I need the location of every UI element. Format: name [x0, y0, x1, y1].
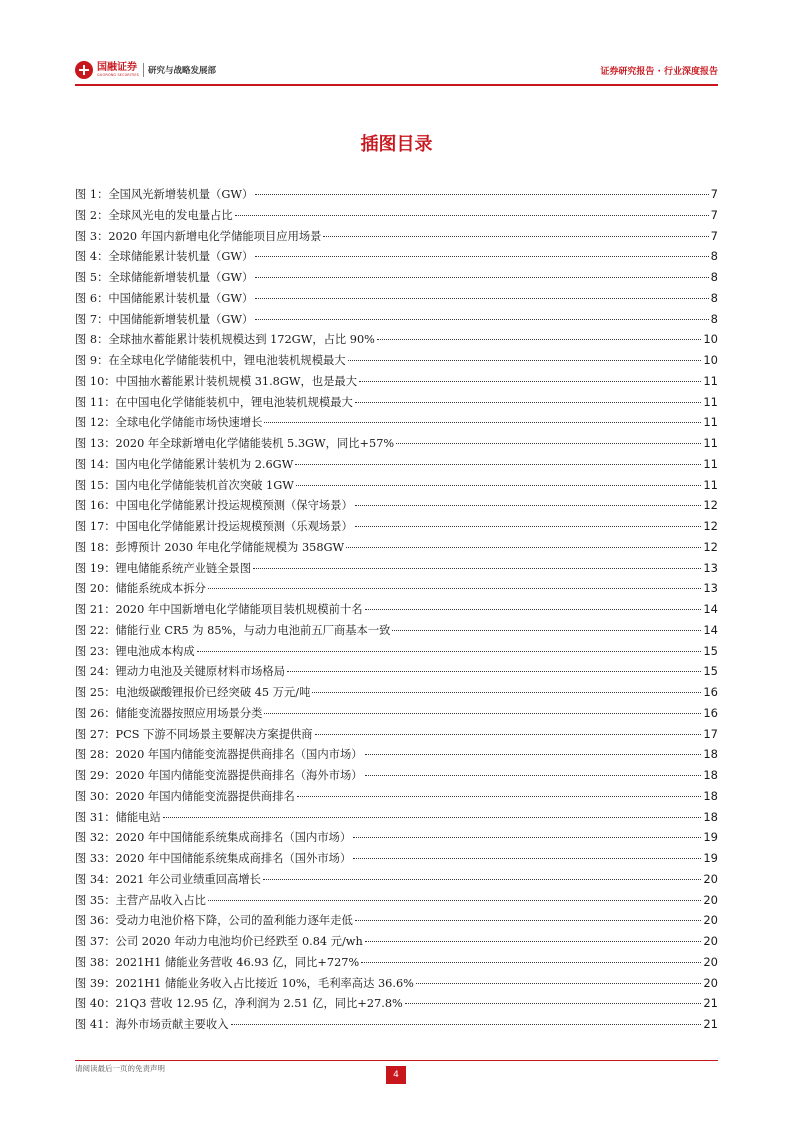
toc-entry[interactable]: [75, 433, 718, 454]
toc-entry[interactable]: [75, 641, 718, 662]
toc-entry[interactable]: [75, 993, 718, 1014]
logo-icon: [75, 61, 93, 79]
toc-entry[interactable]: [75, 910, 718, 931]
toc-leader-dots: [208, 900, 701, 901]
toc-entry-page: 11: [703, 456, 718, 471]
toc-entry-label: 图 22：储能行业 CR5 为 85%，与动力电池前五厂商基本一致: [75, 623, 391, 637]
toc-entry-label: 图 23：锂电池成本构成: [75, 644, 195, 658]
toc-leader-dots: [253, 568, 701, 569]
toc-leader-dots: [296, 485, 702, 486]
toc-entry-page: 19: [703, 851, 718, 865]
toc-entry-page: 11: [703, 373, 718, 388]
toc-entry-label: 图 3：2020 年国内新增电化学储能项目应用场景: [75, 229, 322, 243]
toc-entry-page: 15: [703, 664, 718, 679]
toc-leader-dots: [323, 236, 708, 237]
toc-entry[interactable]: [75, 599, 718, 620]
toc-entry-page: 8: [710, 290, 718, 305]
toc-leader-dots: [392, 630, 701, 631]
toc-entry-label: 图 39：2021H1 储能业务收入占比接近 10%，毛利率高达 36.6%: [75, 976, 414, 990]
toc-entry-page: 18: [703, 809, 718, 824]
toc-leader-dots: [255, 277, 708, 278]
toc-entry[interactable]: [75, 931, 718, 952]
toc-entry-label: 图 11：在中国电化学储能装机中，锂电池装机规模最大: [75, 395, 353, 409]
report-type: 证券研究报告 · 行业深度报告: [600, 67, 718, 77]
toc-leader-dots: [365, 941, 702, 942]
toc-entry[interactable]: [75, 184, 718, 205]
toc-leader-dots: [263, 879, 701, 880]
toc-leader-dots: [297, 796, 702, 797]
toc-entry-page: 7: [710, 228, 718, 243]
toc-leader-dots: [197, 651, 702, 652]
toc-entry-label: 图 4：全球储能累计装机量（GW）: [75, 250, 254, 264]
page-number: 4: [386, 1066, 406, 1084]
toc-entry-page: 18: [703, 768, 718, 782]
toc-leader-dots: [353, 837, 701, 838]
toc-leader-dots: [264, 713, 701, 714]
toc-leader-dots: [365, 775, 702, 776]
toc-entry-page: 11: [703, 394, 718, 409]
toc-leader-dots: [255, 194, 708, 195]
toc-entry-page: 8: [710, 249, 718, 264]
toc-entry[interactable]: [75, 246, 718, 267]
logo-name: 国融证券: [97, 61, 137, 73]
toc-entry-page: 18: [703, 788, 718, 803]
toc-entry[interactable]: [75, 226, 718, 247]
toc-entry-label: 图 25：电池级碳酸锂报价已经突破 45 万元/吨: [75, 686, 311, 699]
toc-leader-dots: [348, 360, 702, 361]
toc-leader-dots: [355, 505, 702, 506]
toc-entry[interactable]: [75, 890, 718, 911]
toc-entry-label: 图 35：主营产品收入占比: [75, 893, 206, 907]
toc-entry-label: 图 16：中国电化学储能累计投运规模预测（保守场景）: [75, 499, 353, 513]
toc-entry[interactable]: [75, 412, 718, 433]
toc-entry-page: 20: [703, 954, 718, 969]
toc-entry-label: 图 12：全球电化学储能市场快速增长: [75, 416, 263, 430]
toc-entry-label: 图 1：全国风光新增装机量（GW）: [75, 188, 254, 201]
toc-entry-page: 20: [703, 871, 718, 886]
toc-entry-page: 13: [703, 581, 718, 596]
toc-entry-page: 12: [703, 498, 718, 513]
toc-leader-dots: [416, 983, 701, 984]
toc-entry-page: 18: [703, 747, 718, 762]
toc-entry[interactable]: [75, 1014, 718, 1035]
toc-entry-page: 11: [703, 477, 718, 492]
toc-entry-label: 图 10：中国抽水蓄能累计装机规模 31.8GW，也是最大: [75, 374, 357, 388]
toc-entry-page: 20: [703, 975, 718, 990]
toc-entry-label: 图 19：锂电储能系统产业链全景图: [75, 561, 252, 575]
department-name: 研究与战略发展部: [147, 66, 216, 76]
toc-entry[interactable]: [75, 205, 718, 226]
toc-entry-label: 图 14：国内电化学储能累计装机为 2.6GW: [75, 457, 294, 471]
toc-entry-label: 图 30：2020 年国内储能变流器提供商排名: [75, 789, 295, 803]
toc-entry[interactable]: [75, 827, 718, 848]
figure-list: [75, 184, 718, 1035]
toc-leader-dots: [163, 817, 702, 818]
toc-leader-dots: [255, 319, 708, 320]
toc-entry[interactable]: [75, 807, 718, 828]
toc-entry[interactable]: [75, 475, 718, 496]
toc-entry-label: 图 34：2021 年公司业绩重回高增长: [75, 872, 261, 886]
toc-entry-page: 8: [710, 311, 718, 326]
toc-entry-label: 图 40：21Q3 营收 12.95 亿，净利润为 2.51 亿，同比+27.8%: [75, 997, 403, 1011]
toc-entry[interactable]: [75, 765, 718, 786]
company-logo: [75, 60, 216, 80]
toc-leader-dots: [377, 339, 701, 340]
toc-entry-page: 13: [703, 560, 718, 575]
toc-entry-page: 11: [703, 436, 718, 450]
toc-leader-dots: [355, 402, 702, 403]
toc-entry-page: 20: [703, 892, 718, 907]
toc-entry[interactable]: [75, 661, 718, 682]
toc-leader-dots: [312, 692, 701, 693]
toc-leader-dots: [255, 298, 708, 299]
toc-entry-label: 图 21：2020 年中国新增电化学储能项目装机规模前十名: [75, 603, 363, 616]
toc-entry-label: 图 24：锂动力电池及关键原材料市场格局: [75, 665, 286, 679]
toc-leader-dots: [353, 858, 701, 859]
toc-entry[interactable]: [75, 786, 718, 807]
toc-entry-label: 图 2：全球风光电的发电量占比: [75, 208, 233, 222]
toc-entry-label: 图 36：受动力电池价格下降，公司的盈利能力逐年走低: [75, 914, 353, 928]
toc-entry-page: 19: [703, 830, 718, 845]
toc-entry-label: 图 13：2020 年全球新增电化学储能装机 5.3GW，同比+57%: [75, 437, 395, 450]
toc-leader-dots: [255, 256, 708, 257]
toc-leader-dots: [361, 962, 701, 963]
toc-entry-page: 12: [703, 519, 718, 533]
logo-divider: [143, 63, 144, 77]
toc-leader-dots: [287, 671, 701, 672]
footer-divider: [75, 1060, 718, 1061]
toc-entry-page: 20: [703, 913, 718, 928]
toc-entry[interactable]: [75, 267, 718, 288]
toc-entry-page: 17: [703, 726, 718, 741]
toc-entry[interactable]: [75, 309, 718, 330]
toc-entry-page: 21: [703, 996, 718, 1011]
toc-leader-dots: [315, 734, 702, 735]
toc-entry-page: 10: [703, 353, 718, 367]
toc-leader-dots: [355, 526, 702, 527]
toc-entry-label: 图 32：2020 年中国储能系统集成商排名（国内市场）: [75, 831, 352, 845]
logo-english-name: GUORONG SECURITIES: [97, 72, 139, 77]
page-title: 插图目录: [360, 134, 433, 155]
toc-leader-dots: [235, 215, 709, 216]
toc-leader-dots: [346, 547, 701, 548]
toc-entry[interactable]: [75, 558, 718, 579]
toc-entry-page: 21: [703, 1017, 718, 1031]
toc-entry[interactable]: [75, 744, 718, 765]
toc-leader-dots: [264, 422, 701, 423]
toc-entry-page: 20: [703, 934, 718, 948]
toc-leader-dots: [365, 754, 702, 755]
toc-entry[interactable]: [75, 495, 718, 516]
toc-entry[interactable]: [75, 516, 718, 537]
toc-entry-page: 16: [703, 685, 718, 699]
toc-entry-label: 图 6：中国储能累计装机量（GW）: [75, 291, 254, 305]
toc-entry-page: 15: [703, 643, 718, 658]
toc-leader-dots: [359, 381, 701, 382]
page-header: [75, 58, 718, 82]
toc-entry-page: 14: [703, 602, 718, 616]
toc-entry-label: 图 5：全球储能新增装机量（GW）: [75, 271, 254, 284]
toc-entry[interactable]: [75, 952, 718, 973]
toc-entry-label: 图 17：中国电化学储能累计投运规模预测（乐观场景）: [75, 520, 353, 533]
toc-entry[interactable]: [75, 578, 718, 599]
toc-entry[interactable]: [75, 703, 718, 724]
toc-entry-page: 8: [710, 270, 718, 284]
toc-entry[interactable]: [75, 288, 718, 309]
toc-entry-label: 图 18：彭博预计 2030 年电化学储能规模为 358GW: [75, 540, 345, 554]
toc-entry-label: 图 20：储能系统成本拆分: [75, 582, 206, 596]
toc-entry[interactable]: [75, 454, 718, 475]
toc-entry[interactable]: [75, 973, 718, 994]
toc-entry[interactable]: [75, 329, 718, 350]
toc-entry[interactable]: [75, 371, 718, 392]
disclaimer-note: 请阅读最后一页的免责声明: [75, 1064, 165, 1073]
toc-entry-label: 图 29：2020 年国内储能变流器提供商排名（海外市场）: [75, 769, 363, 782]
toc-entry[interactable]: [75, 350, 718, 371]
toc-entry-page: 11: [703, 415, 718, 430]
toc-entry-page: 10: [703, 332, 718, 347]
toc-entry-label: 图 26：储能变流器按照应用场景分类: [75, 706, 263, 720]
toc-entry[interactable]: [75, 682, 718, 703]
toc-entry-label: 图 28：2020 年国内储能变流器提供商排名（国内市场）: [75, 748, 363, 762]
toc-leader-dots: [405, 1003, 702, 1004]
toc-leader-dots: [355, 920, 702, 921]
toc-entry-label: 图 31：储能电站: [75, 810, 161, 824]
toc-leader-dots: [295, 464, 701, 465]
toc-entry-page: 7: [710, 207, 718, 222]
toc-entry[interactable]: [75, 724, 718, 745]
toc-leader-dots: [365, 609, 702, 610]
toc-entry[interactable]: [75, 392, 718, 413]
header-divider: [75, 84, 718, 86]
toc-entry-label: 图 8：全球抽水蓄能累计装机规模达到 172GW，占比 90%: [75, 333, 375, 347]
toc-entry-label: 图 33：2020 年中国储能系统集成商排名（国外市场）: [75, 852, 352, 865]
toc-entry[interactable]: [75, 620, 718, 641]
toc-entry-page: 7: [710, 187, 718, 201]
toc-leader-dots: [396, 443, 701, 444]
toc-entry-label: 图 27：PCS 下游不同场景主要解决方案提供商: [75, 727, 313, 741]
toc-entry[interactable]: [75, 869, 718, 890]
toc-entry[interactable]: [75, 848, 718, 869]
toc-entry-label: 图 15：国内电化学储能装机首次突破 1GW: [75, 478, 294, 492]
toc-entry-page: 12: [703, 539, 718, 554]
toc-entry-label: 图 38：2021H1 储能业务营收 46.93 亿，同比+727%: [75, 955, 360, 969]
toc-leader-dots: [231, 1024, 702, 1025]
toc-entry-label: 图 41：海外市场贡献主要收入: [75, 1018, 229, 1031]
toc-entry-label: 图 37：公司 2020 年动力电池均价已经跌至 0.84 元/wh: [75, 935, 363, 948]
toc-entry-label: 图 7：中国储能新增装机量（GW）: [75, 312, 254, 326]
toc-entry[interactable]: [75, 537, 718, 558]
toc-entry-page: 16: [703, 705, 718, 720]
toc-entry-page: 14: [703, 622, 718, 637]
toc-leader-dots: [208, 588, 701, 589]
toc-entry-label: 图 9：在全球电化学储能装机中，锂电池装机规模最大: [75, 354, 346, 367]
